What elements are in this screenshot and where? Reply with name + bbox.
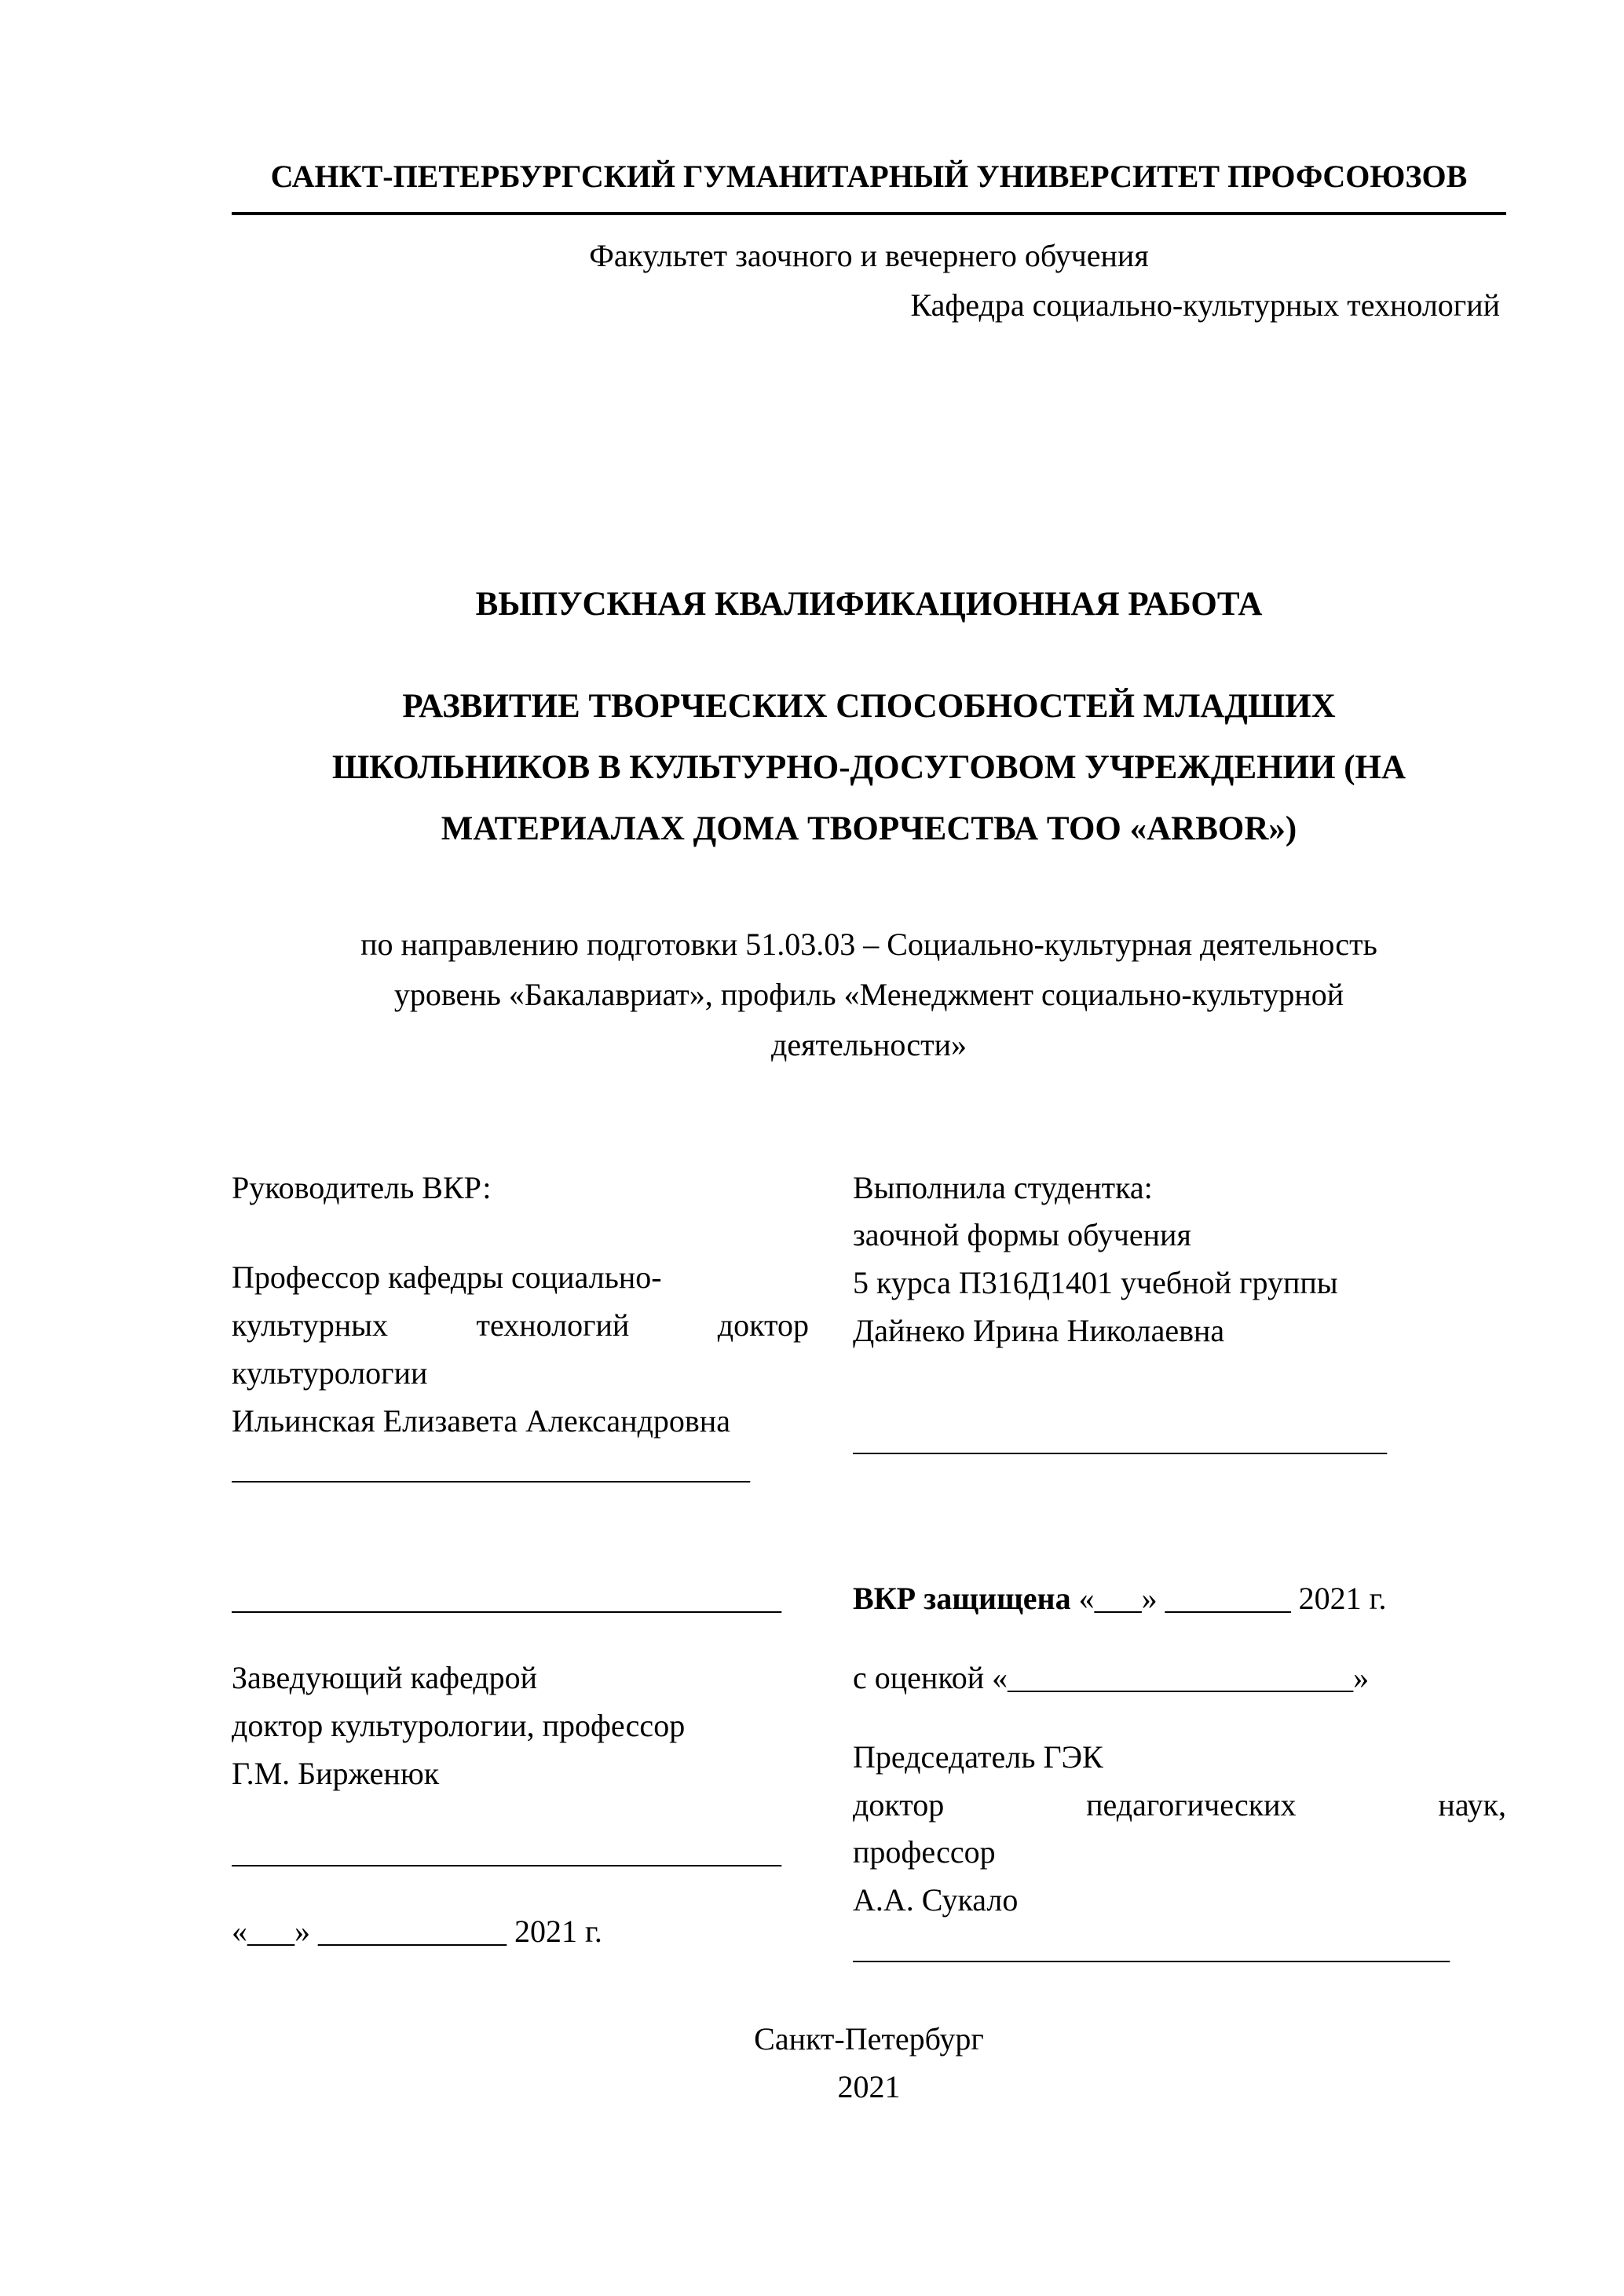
student-study-form: заочной формы обучения (853, 1217, 1191, 1253)
supervisor-role-line-1: Профессор кафедры социально- (232, 1260, 662, 1296)
defense-grade-line: с оценкой «______________________» (853, 1660, 1370, 1696)
faculty-name: Факультет заочного и вечернего обучения (589, 237, 1149, 273)
supervisor-name: Ильинская Елизавета Александровна (232, 1402, 730, 1439)
head-position-line-2: доктор культурологии, профессор (232, 1707, 686, 1743)
program-profile-line-1: уровень «Бакалавриат», профиль «Менеджмент социально-культурной (393, 976, 1344, 1012)
program-info (232, 919, 1506, 1070)
student-group: 5 курса П316Д1401 учебной группы (853, 1265, 1338, 1301)
footer-year: 2021 (837, 2068, 901, 2104)
head-position-line-1: Заведующий кафедрой (232, 1660, 538, 1696)
work-type-heading: ВЫПУСКНАЯ КВАЛИФИКАЦИОННАЯ РАБОТА (475, 586, 1263, 623)
gek-chair-name: А.А. Сукало (853, 1882, 1019, 1918)
gek-chair-title: профессор (853, 1834, 996, 1870)
university-name: САНКТ-ПЕТЕРБУРГСКИЙ ГУМАНИТАРНЫЙ УНИВЕРСИТЕТ ПРОФСОЮЗОВ (232, 153, 1506, 215)
footer-city: Санкт-Петербург (754, 2020, 984, 2057)
defense-block (853, 1575, 1506, 1972)
signatories-upper-block (232, 1164, 1506, 1493)
program-direction: по направлению подготовки 51.03.03 – Социально-культурная деятельность (360, 926, 1377, 962)
student-signature-line: __________________________________ (853, 1421, 1387, 1457)
department-head-block (232, 1575, 809, 1972)
gek-chair-label: Председатель ГЭК (853, 1738, 1103, 1775)
head-signature-line-top: ___________________________________ (232, 1581, 781, 1617)
supervisor-role-line-2: культурных технологий доктор (232, 1307, 809, 1344)
defense-status-line (853, 1575, 1506, 1623)
head-signature-line-bottom: ___________________________________ (232, 1834, 781, 1870)
thesis-title (232, 676, 1506, 861)
supervisor-block (232, 1164, 809, 1493)
student-name: Дайнеко Ирина Николаевна (853, 1312, 1225, 1348)
student-block (853, 1164, 1506, 1493)
gek-chair-degree: доктор педагогических наук, (853, 1786, 1506, 1823)
defense-status-label: ВКР защищена (853, 1581, 1071, 1617)
program-profile-line-2: деятельности» (771, 1026, 967, 1062)
footer (232, 2016, 1506, 2111)
student-label: Выполнила студентка: (853, 1169, 1153, 1205)
head-date-line: «___» ____________ 2021 г. (232, 1914, 602, 1950)
head-name: Г.М. Бирженюк (232, 1755, 440, 1791)
thesis-title-line-2: ШКОЛЬНИКОВ В КУЛЬТУРНО-ДОСУГОВОМ УЧРЕЖДЕНИИ (НА (331, 749, 1406, 786)
thesis-title-line-1: РАЗВИТИЕ ТВОРЧЕСКИХ СПОСОБНОСТЕЙ МЛАДШИХ (402, 687, 1336, 725)
gek-chair-signature-line: ______________________________________ (853, 1930, 1450, 1966)
department-name: Кафедра социально-культурных технологий (910, 287, 1500, 323)
supervisor-role-line-3: культурологии (232, 1355, 428, 1391)
supervisor-signature-line: _________________________________ (232, 1450, 750, 1486)
signatories-lower-block (232, 1575, 1506, 1972)
thesis-title-line-3: МАТЕРИАЛАХ ДОМА ТВОРЧЕСТВА ТОО «ARBOR») (441, 810, 1297, 848)
defense-status-date: «___» ________ 2021 г. (1078, 1581, 1387, 1617)
supervisor-label: Руководитель ВКР: (232, 1169, 492, 1205)
